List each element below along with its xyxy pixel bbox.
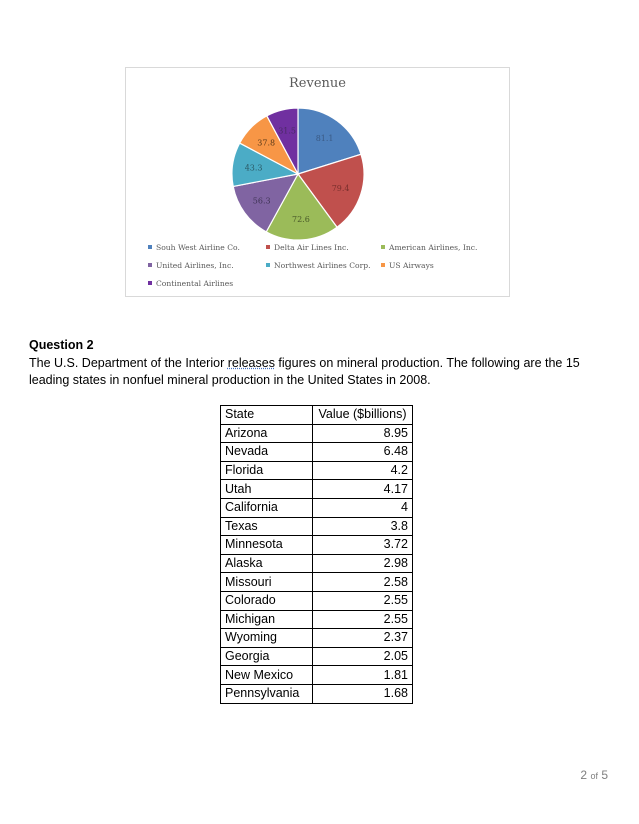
table-row [221, 610, 413, 629]
legend-swatch [148, 245, 152, 249]
value-cell: 2.37 [313, 629, 413, 648]
value-cell: 4.17 [313, 480, 413, 499]
table-row [221, 684, 413, 703]
legend-label: Delta Air Lines Inc. [274, 243, 349, 252]
table-row [221, 591, 413, 610]
data-label: 56.3 [252, 196, 271, 206]
table-row [221, 424, 413, 443]
table-row [221, 461, 413, 480]
state-cell: Alaska [221, 554, 313, 573]
value-cell: 8.95 [313, 424, 413, 443]
legend-item [266, 243, 349, 252]
legend-label: United Airlines, Inc. [156, 261, 234, 270]
page-total: 5 [601, 768, 608, 782]
state-cell: Wyoming [221, 629, 313, 648]
table-row [221, 647, 413, 666]
header-value: Value ($billions) [313, 406, 413, 425]
value-cell: 3.72 [313, 536, 413, 555]
legend-item [381, 261, 434, 270]
legend-label: American Airlines, Inc. [389, 243, 478, 252]
question-text-after: figures on mineral production. The following are the 15 leading states in nonfuel mineral production in the United States in 2008. [29, 356, 580, 387]
revenue-chart [125, 67, 510, 297]
state-cell: New Mexico [221, 666, 313, 685]
legend-swatch [148, 281, 152, 285]
pie-chart [126, 68, 511, 243]
state-cell: Minnesota [221, 536, 313, 555]
data-label: 72.6 [291, 214, 310, 224]
value-cell: 6.48 [313, 443, 413, 462]
table-row [221, 554, 413, 573]
legend-label: Souh West Airline Co. [156, 243, 240, 252]
table-header-row [221, 406, 413, 425]
legend-item [148, 279, 233, 288]
page-current: 2 [580, 768, 588, 782]
table-row [221, 517, 413, 536]
value-cell: 1.68 [313, 684, 413, 703]
data-label: 81.1 [315, 133, 334, 143]
value-cell: 4.2 [313, 461, 413, 480]
state-cell: California [221, 498, 313, 517]
question-heading: Question 2 [29, 338, 94, 352]
data-label: 43.3 [244, 163, 263, 173]
legend-label: US Airways [389, 261, 434, 270]
legend-item [266, 261, 371, 270]
legend-swatch [148, 263, 152, 267]
value-cell: 3.8 [313, 517, 413, 536]
question-text-before: The U.S. Department of the Interior [29, 356, 228, 370]
state-cell: Michigan [221, 610, 313, 629]
value-cell: 2.98 [313, 554, 413, 573]
data-label: 79.4 [331, 184, 350, 193]
table-row [221, 666, 413, 685]
question-text [29, 355, 609, 389]
value-cell: 2.58 [313, 573, 413, 592]
legend-swatch [381, 263, 385, 267]
table-row [221, 498, 413, 517]
value-cell: 1.81 [313, 666, 413, 685]
value-cell: 2.55 [313, 610, 413, 629]
legend-swatch [266, 263, 270, 267]
data-label: 37.8 [257, 138, 276, 148]
page-number [580, 768, 608, 782]
legend-swatch [381, 245, 385, 249]
legend-item [148, 261, 234, 270]
minerals-table [220, 405, 413, 704]
table-row [221, 443, 413, 462]
releases-word: releases [227, 356, 275, 370]
chart-title: Revenue [289, 76, 346, 91]
table-row [221, 536, 413, 555]
legend-item [148, 243, 240, 252]
legend-label: Northwest Airlines Corp. [274, 261, 371, 270]
state-cell: Florida [221, 461, 313, 480]
data-label: 31.5 [278, 126, 297, 136]
value-cell: 2.55 [313, 591, 413, 610]
state-cell: Pennsylvania [221, 684, 313, 703]
table-row [221, 629, 413, 648]
legend-swatch [266, 245, 270, 249]
legend-item [381, 243, 477, 252]
value-cell: 2.05 [313, 647, 413, 666]
table-row [221, 480, 413, 499]
legend-label: Continental Airlines [156, 279, 234, 288]
table-row [221, 573, 413, 592]
header-state: State [221, 406, 313, 425]
state-cell: Colorado [221, 591, 313, 610]
state-cell: Nevada [221, 443, 313, 462]
value-cell: 4 [313, 498, 413, 517]
state-cell: Missouri [221, 573, 313, 592]
state-cell: Arizona [221, 424, 313, 443]
page-of: of [590, 771, 598, 781]
state-cell: Utah [221, 480, 313, 499]
state-cell: Texas [221, 517, 313, 536]
state-cell: Georgia [221, 647, 313, 666]
